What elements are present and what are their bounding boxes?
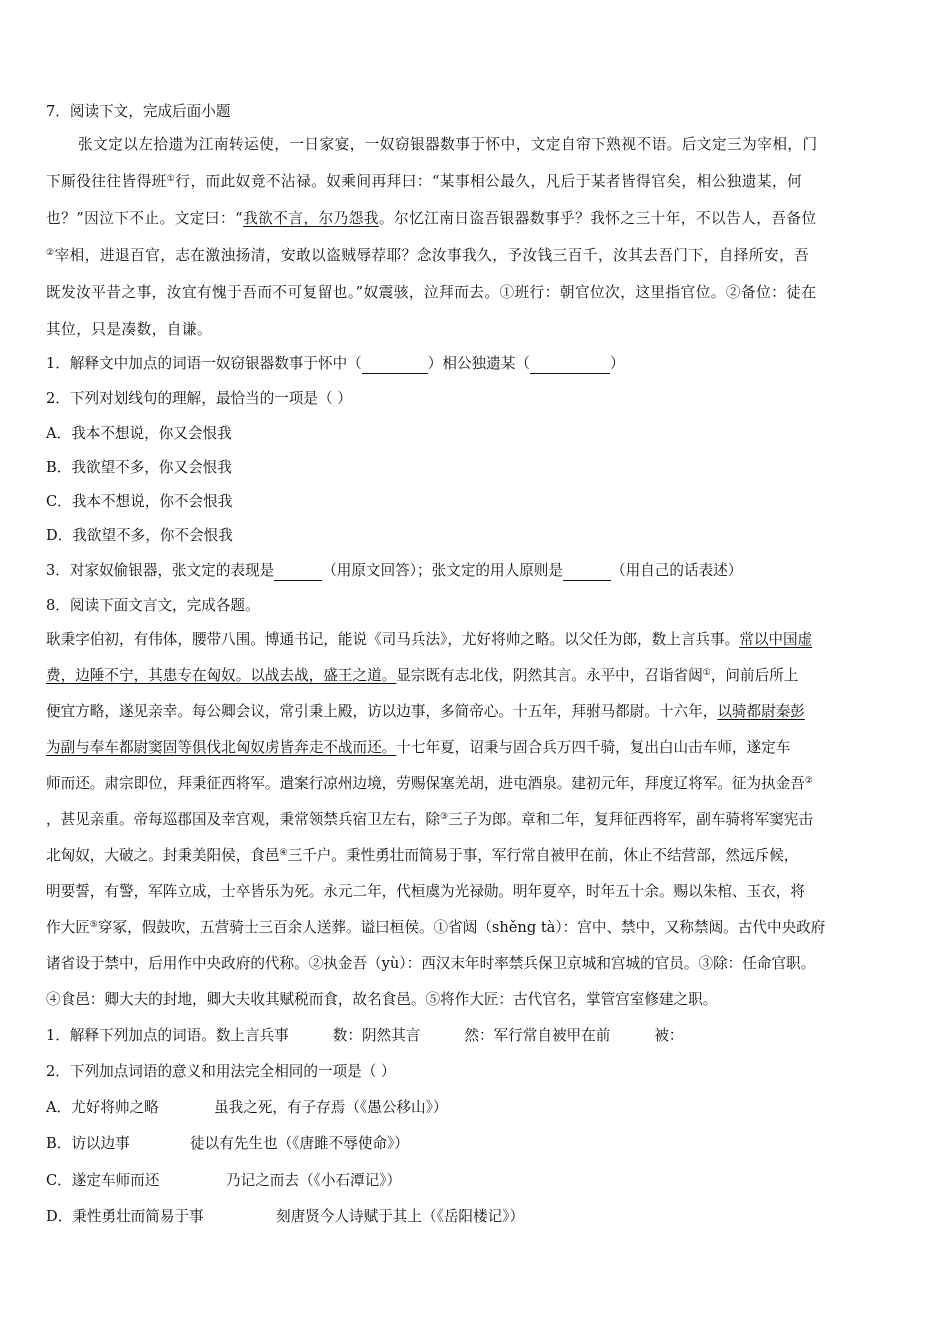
underlined-sentence: 常以中国虚 — [739, 631, 813, 648]
answer-blank[interactable] — [274, 566, 322, 581]
q8-passage-line-3: 便宜方略，遂见亲幸。每公卿会议，常引秉上殿，访以边事，多简帝心。十五年，拜驸马都尉。十六年，以骑都尉秦彭 — [46, 703, 805, 720]
q8-option-b: B．访以边事 徒以有先生也（《唐雎不辱使命》） — [46, 1135, 409, 1152]
footnote-marker: ⑤ — [89, 920, 98, 930]
footnote-marker: ② — [46, 248, 55, 258]
q8-passage-line-8: 明要誓，有警，军阵立成，士卒皆乐为死。永元二年，代桓虞为光禄勋。明年夏卒，时年五十余。赐以朱棺、玉衣，将 — [46, 883, 805, 900]
q8-heading: 8．阅读下面文言文，完成各题。 — [46, 597, 260, 614]
q7-sub-question-2: 2．下列对划线句的理解，最恰当的一项是（ ） — [46, 390, 352, 407]
q8-passage-line-5: 师而还。肃宗即位，拜秉征西将军。遣案行凉州边境，劳赐保塞羌胡，进屯酒泉。建初元年，拜度辽将军。征为执金吾② — [46, 775, 813, 792]
q8-passage-line-9: 作大匠⑤穿冢，假鼓吹，五营骑士三百余人送葬。谥曰桓侯。①省闼（shěng tà）：宫中、禁中，又称禁闼。古代中央政府 — [46, 919, 826, 936]
q7-option-d: D．我欲望不多，你不会恨我 — [46, 527, 233, 544]
q8-passage-line-6: ，甚见亲重。帝每巡郡国及幸宫观，秉常领禁兵宿卫左右，除③三子为郎。章和二年，复拜征西将军，副车骑将军窦宪击 — [46, 811, 813, 828]
q8-footnote-line-2: ④食邑：卿大夫的封地，卿大夫收其赋税而食，故名食邑。⑤将作大匠：古代官名，掌管宫室修建之职。 — [46, 991, 718, 1008]
q7-passage-line-4: ②宰相，进退百官，志在激浊扬清，安敢以盗贼辱荐耶？念汝事我久，予汝钱三百千，汝其去吾门下，自择所安，吾 — [46, 247, 810, 264]
answer-blank[interactable] — [563, 566, 611, 581]
q8-option-c: C．遂定车师而还 乃记之而去（《小石潭记》） — [46, 1172, 402, 1189]
q7-passage-line-2: 下厮役往往皆得班①行，而此奴竟不沾禄。奴乘间再拜曰：“某事相公最久，凡后于某者皆得官矣，相公独遗某，何 — [46, 173, 803, 190]
q8-option-a: A．尤好将帅之略 虽我之死，有子存焉（《愚公移山》） — [46, 1099, 448, 1116]
underlined-sentence: 为副与奉车都尉窦固等俱伐北匈奴虏皆奔走不战而还。 — [46, 739, 397, 756]
q7-option-b: B．我欲望不多，你又会恨我 — [46, 459, 232, 476]
q8-passage-line-1: 耿秉字伯初，有伟体，腰带八围。博通书记，能说《司马兵法》，尤好将帅之略。以父任为郎，数上言兵事。常以中国虚 — [46, 631, 813, 648]
footnote-marker: ③ — [440, 812, 449, 822]
q7-sub-question-1: 1．解释文中加点的词语一奴窃银器数事于怀中（ ）相公独遗某（ ） — [46, 355, 625, 372]
underlined-sentence: 以骑都尉秦彭 — [717, 703, 805, 720]
q7-sub-question-3: 3．对家奴偷银器，张文定的表现是 （用原文回答）；张文定的用人原则是 （用自己的话表述） — [46, 562, 743, 579]
footnote-marker: ① — [166, 174, 176, 184]
q7-passage-line-5: 既发汝平昔之事，汝宜有愧于吾而不可复留也。”奴震骇，泣拜而去。①班行：朝官位次，这里指官位。②备位：徒在 — [46, 284, 817, 301]
q8-passage-line-7: 北匈奴，大破之。封秉美阳侯，食邑④三千户。秉性勇壮而简易于事，军行常自被甲在前，休止不结营部，然远斥候， — [46, 847, 799, 864]
q7-option-a: A．我本不想说，你又会恨我 — [46, 425, 232, 442]
underlined-sentence: 我欲不言，尔乃怨我 — [243, 210, 379, 227]
q7-heading: 7．阅读下文，完成后面小题 — [46, 103, 231, 120]
q7-passage-line-3: 也？”因泣下不止。文定曰：“我欲不言，尔乃怨我。尔忆江南日盗吾银器数事乎？我怀之三十年，不以告人，吾备位 — [46, 210, 817, 227]
q7-passage-line-1: 张文定以左拾遗为江南转运使，一日家宴，一奴窃银器数事于怀中，文定自帘下熟视不语。后文定三为宰相，门 — [78, 136, 818, 153]
footnote-marker: ① — [702, 668, 711, 678]
q8-passage-line-4: 为副与奉车都尉窦固等俱伐北匈奴虏皆奔走不战而还。十七年夏，诏秉与固合兵万四千骑，复出白山击车师，遂定车 — [46, 739, 791, 756]
answer-blank[interactable] — [530, 359, 610, 374]
q7-option-c: C．我本不想说，你不会恨我 — [46, 493, 233, 510]
footnote-marker: ④ — [279, 848, 288, 858]
q8-sub-question-1: 1．解释下列加点的词语。数上言兵事 数：阴然其言 然：军行常自被甲在前 被： — [46, 1027, 684, 1044]
q8-sub-question-2: 2．下列加点词语的意义和用法完全相同的一项是（ ） — [46, 1063, 396, 1080]
footnote-marker: ② — [804, 776, 813, 786]
q8-footnote-line-1: 诸省设于禁中，后用作中央政府的代称。②执金吾（yù）：西汉末年时率禁兵保卫京城和宫城的官员。③除：任命官职。 — [46, 955, 816, 972]
q8-passage-line-2: 费，边陲不宁，其患专在匈奴。以战去战，盛王之道。显宗既有志北伐，阴然其言。永平中，召诣省闼①，问前后所上 — [46, 667, 799, 684]
underlined-sentence: 费，边陲不宁，其患专在匈奴。以战去战，盛王之道。 — [46, 667, 397, 684]
q8-option-d: D．秉性勇壮而简易于事 刻唐贤今人诗赋于其上（《岳阳楼记》） — [46, 1208, 525, 1225]
q7-passage-line-6: 其位，只是凑数，自谦。 — [46, 321, 213, 338]
answer-blank[interactable] — [362, 359, 428, 374]
